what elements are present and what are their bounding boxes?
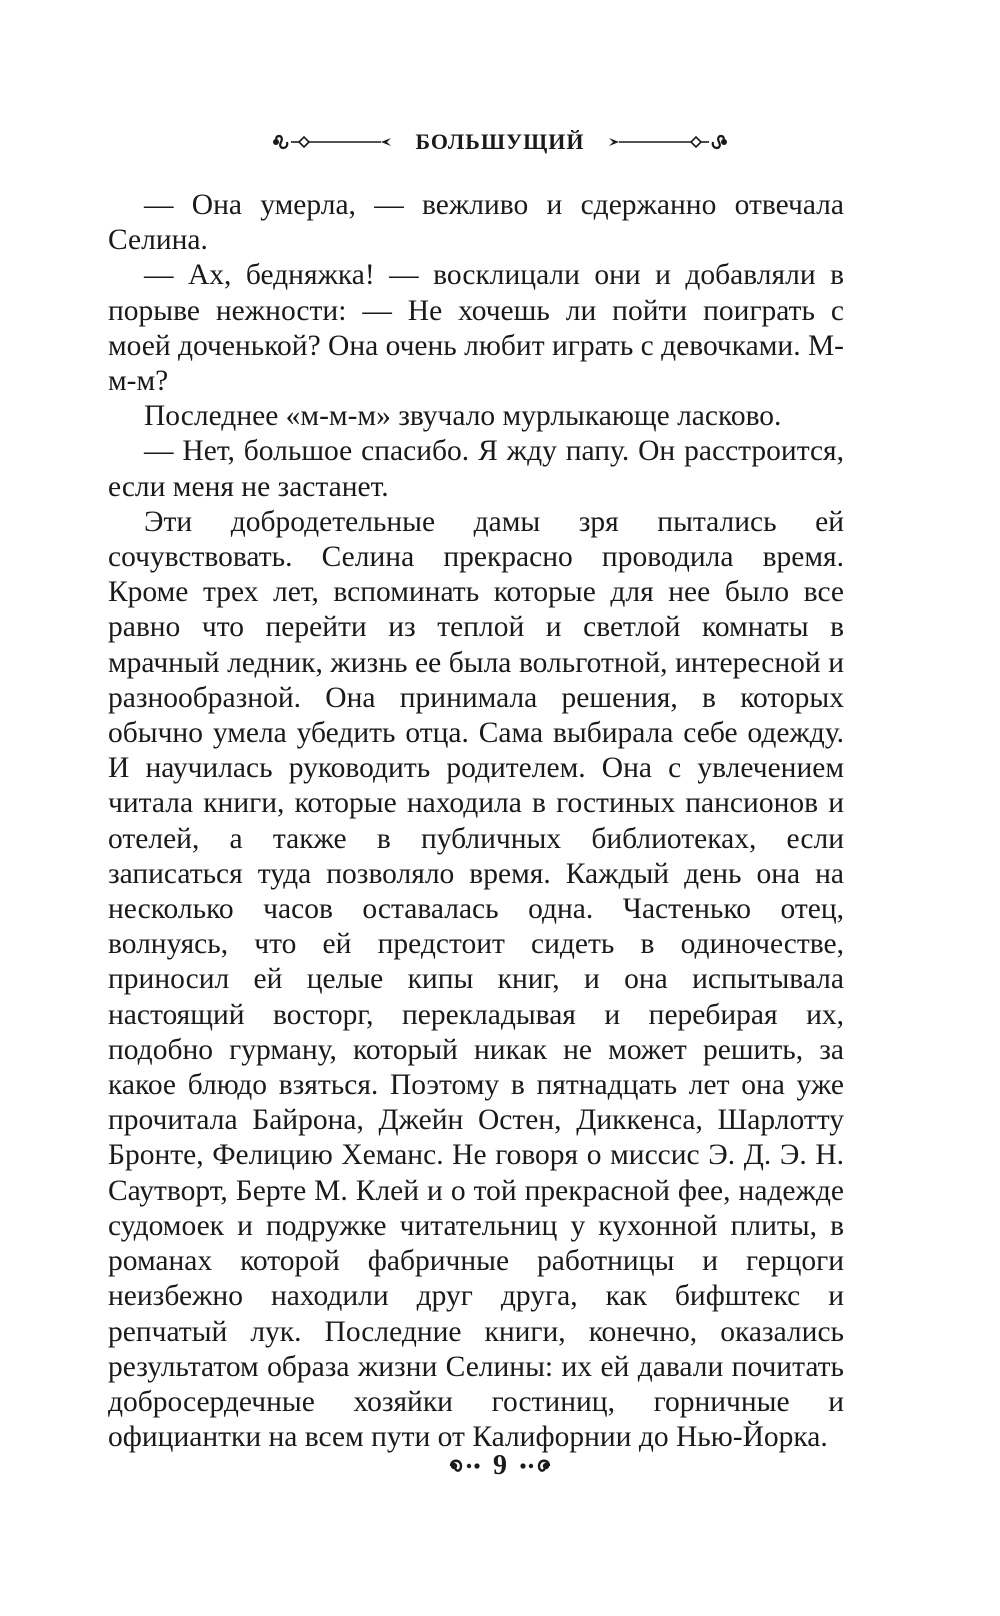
ornament-swirl-icon — [601, 130, 731, 154]
running-header-title: БОЛЬШУЩИЙ — [415, 129, 585, 154]
page-number: 9 — [493, 1450, 507, 1481]
page-footer — [0, 1446, 1000, 1486]
paragraph: — Нет, большое спасибо. Я жду папу. Он расстроится, если меня не застанет. — [108, 435, 844, 503]
paragraph: — Она умерла, — вежливо и сдержанно отвечала Селина. — [108, 189, 844, 257]
paragraph: Последнее «м-м-м» звучало мурлыкающе ласково. — [144, 400, 782, 433]
running-header — [0, 122, 1000, 162]
ornament-swirl-icon — [269, 130, 399, 154]
paragraph: Эти добродетельные дамы зря пытались ей сочувствовать. Селина прекрасно проводила время. Кроме трех лет, вспоминать которые для нее было все равно что перейти из теплой и светлой комнаты в мрачный ледник, жизнь ее была вольготной, интересной и разнообразной. Она принимала решения, в которых обычно умела убедить отца. Сама выбирала себе одежду. И научилась руководить родителем. Она с увлечением читала книги, которые находила в гостиных пансионов и отелей, а также в публичных библиотеках, если записаться туда позволяло время. Каждый день она на несколько часов оставалась одна. Частенько отец, волнуясь, что ей предстоит сидеть в одиночестве, приносил ей целые кипы книг, и она испытывала настоящий восторг, перекладывая и перебирая их, подобно гурману, который никак не может решить, за какое блюдо взяться. Поэтому в пятнадцать лет она уже прочитала Байрона, Джейн Остен, Диккенса, Шарлотту Бронте, Фелицию Хеманс. Не говоря о миссис Э. Д. Э. Н. Саутворт, Берте М. Клей и о той прекрасной фее, надежде судомоек и подружке читательниц у кухонной плиты, в романах которой фабричные работницы и герцоги неизбежно находили друг друга, как бифштекс и репчатый лук. Последние книги, конечно, оказались результатом образа жизни Селины: их ей давали почитать добросердечные хозяйки гостиниц, горничные и официантки на всем пути от Калифорнии до Нью-Йорка. — [108, 505, 844, 1454]
paragraph: — Ах, бедняжка! — восклицали они и добавляли в порыве нежности: — Не хочешь ли пойти поиграть с моей доченькой? Она очень любит играть с девочками. М-м-м? — [108, 259, 845, 398]
ornament-flourish-icon — [513, 1456, 553, 1476]
body-text — [108, 188, 844, 1455]
ornament-flourish-icon — [447, 1456, 487, 1476]
